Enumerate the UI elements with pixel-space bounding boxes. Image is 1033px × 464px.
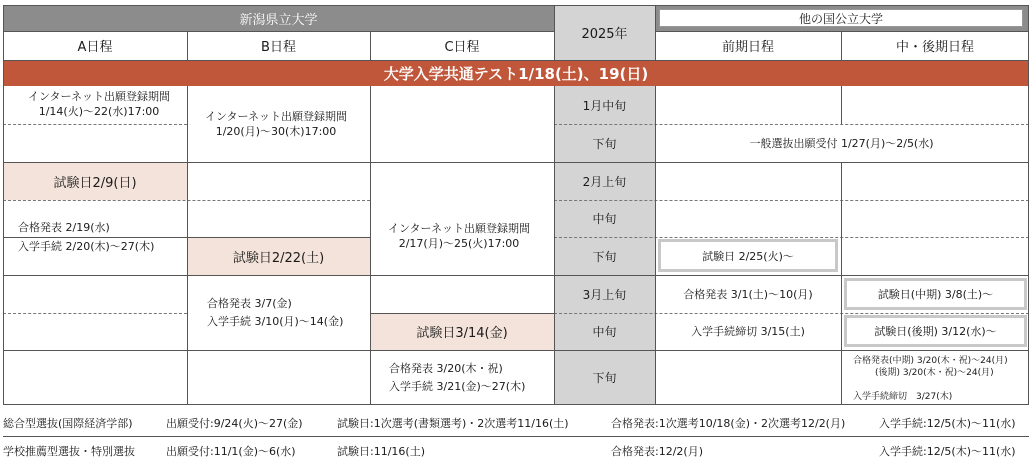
niigata-title: 新潟県立大学 [239, 12, 318, 28]
common-test-band [3, 60, 1029, 86]
grid-line [370, 86, 371, 404]
bottom-row [3, 415, 1029, 433]
other-title: 他の国公立大学 [798, 11, 883, 26]
col-a-registration: インターネット出願登録期間 1/14(火)～22(水)17:00 [28, 90, 171, 118]
period-label: 3月上旬 [582, 287, 627, 302]
period-cell [554, 237, 655, 275]
grid-line [3, 237, 187, 238]
year-header [554, 5, 655, 60]
mid-results: 合格発表(中期) 3/20(木・祝)～24(月) [853, 356, 1008, 366]
bottom-divider [3, 436, 1029, 437]
grid-line [3, 124, 187, 125]
grid-line [841, 31, 842, 60]
grid-line [3, 31, 554, 32]
col-c-results: 合格発表 3/20(木・祝) [389, 362, 503, 375]
grid-line [841, 86, 842, 124]
mid-exam-label: 試験日(中期) 3/8(土)～ [877, 288, 994, 301]
grid-line [554, 200, 1029, 201]
front-deadline [655, 313, 841, 350]
front-exam-box [658, 239, 838, 272]
period-label: 1月中旬 [582, 98, 627, 113]
general-application-label: 一般選抜出願受付 1/27(月)～2/5(水) [749, 136, 934, 150]
col-c-exam-label: 試験日3/14(金) [416, 326, 508, 341]
col-b-results: 合格発表 3/7(金) [207, 297, 292, 310]
col-c-header [370, 31, 554, 60]
col-b-procedures: 入学手続 3/10(月)～14(金) [207, 315, 344, 328]
col-midback-header [841, 31, 1029, 60]
col-b-header [187, 31, 370, 60]
col-midback-title: 中・後期日程 [895, 40, 974, 55]
front-results-label: 合格発表 3/1(土)～10(月) [683, 287, 813, 301]
bottom-procedures: 入学手続:12/5(木)～11(水) [879, 445, 1016, 458]
bottom-application: 出願受付:9/24(火)～27(金) [166, 417, 303, 430]
col-c-procedures: 入学手続 3/21(金)～27(木) [389, 380, 526, 393]
bottom-results: 合格発表:12/2(月) [611, 445, 703, 458]
year-label: 2025年 [581, 27, 628, 42]
col-b-title: B日程 [261, 40, 296, 55]
period-cell [554, 313, 655, 350]
grid-line [655, 31, 1029, 32]
bottom-row [3, 443, 1029, 461]
period-label: 中旬 [592, 325, 617, 339]
mid-back-deadline: 入学手続締切 3/27(木) [853, 392, 953, 402]
period-cell [554, 275, 655, 313]
period-cell [554, 350, 655, 404]
grid-line [554, 5, 555, 60]
other-title-box [659, 9, 1023, 27]
front-deadline-label: 入学手続締切 3/15(土) [691, 325, 805, 338]
grid-line [3, 404, 1029, 405]
grid-line [841, 162, 842, 404]
grid-line [3, 5, 1029, 6]
bottom-results: 合格発表:1次選考10/18(金)・2次選考12/2(月) [611, 417, 846, 430]
general-application [655, 124, 1028, 162]
other-header [655, 5, 1029, 31]
period-cell [554, 162, 655, 200]
col-front-title: 前期日程 [721, 40, 774, 55]
period-label: 2月上旬 [582, 174, 627, 189]
grid-line [370, 31, 371, 60]
col-a-exam-label: 試験日2/9(日) [53, 175, 137, 191]
period-label: 中旬 [592, 212, 617, 226]
grid-line [3, 60, 1029, 61]
col-a-header [3, 31, 187, 60]
bottom-procedures: 入学手続:12/5(木)～11(水) [879, 417, 1016, 430]
grid-line [1028, 5, 1029, 404]
grid-line [3, 313, 187, 314]
period-cell [554, 86, 655, 124]
grid-line [554, 237, 1029, 238]
back-exam-box [844, 315, 1027, 347]
grid-line [3, 5, 4, 404]
col-b-exam-label: 試験日2/22(土) [232, 250, 325, 266]
grid-line [3, 275, 1029, 276]
front-results [655, 275, 841, 313]
col-a-title: A日程 [77, 40, 113, 55]
col-a-procedures: 入学手続 2/20(木)～27(木) [18, 240, 155, 253]
col-c-exam [370, 313, 554, 350]
back-exam-label: 試験日(後期) 3/12(水)～ [874, 325, 997, 338]
bottom-exam: 試験日:11/16(土) [337, 445, 425, 458]
col-b-registration: インターネット出願登録期間 1/20(月)～30(木)17:00 [205, 110, 348, 138]
common-test-label: 大学入学共通テスト1/18(土)、19(日) [383, 64, 649, 83]
bottom-exam: 試験日:1次選考(書類選考)・2次選考11/16(土) [337, 417, 569, 430]
period-label: 下旬 [592, 136, 617, 151]
front-exam-label: 試験日 2/25(火)～ [702, 249, 794, 263]
back-results: (後期) 3/20(木・祝)～24(月) [875, 368, 994, 378]
bottom-label: 学校推薦型選抜・特別選抜 [3, 445, 135, 458]
niigata-header [3, 5, 554, 31]
grid-line [187, 31, 188, 60]
grid-line [554, 86, 555, 404]
grid-line [655, 5, 656, 60]
bottom-application: 出願受付:11/1(金)～6(水) [166, 445, 296, 458]
bottom-label: 総合型選抜(国際経済学部) [3, 417, 133, 430]
mid-exam-box [844, 278, 1027, 310]
period-label: 下旬 [592, 249, 617, 264]
col-b-exam [187, 237, 370, 275]
col-c-registration: インターネット出願登録期間 2/17(月)～25(火)17:00 [388, 222, 531, 250]
period-cell [554, 200, 655, 237]
period-label: 下旬 [592, 370, 617, 385]
period-cell [554, 124, 655, 162]
col-front-header [655, 31, 841, 60]
col-a-results: 合格発表 2/19(水) [18, 221, 110, 234]
col-c-title: C日程 [444, 40, 480, 55]
grid-line [3, 350, 1029, 351]
col-a-exam [3, 162, 187, 200]
